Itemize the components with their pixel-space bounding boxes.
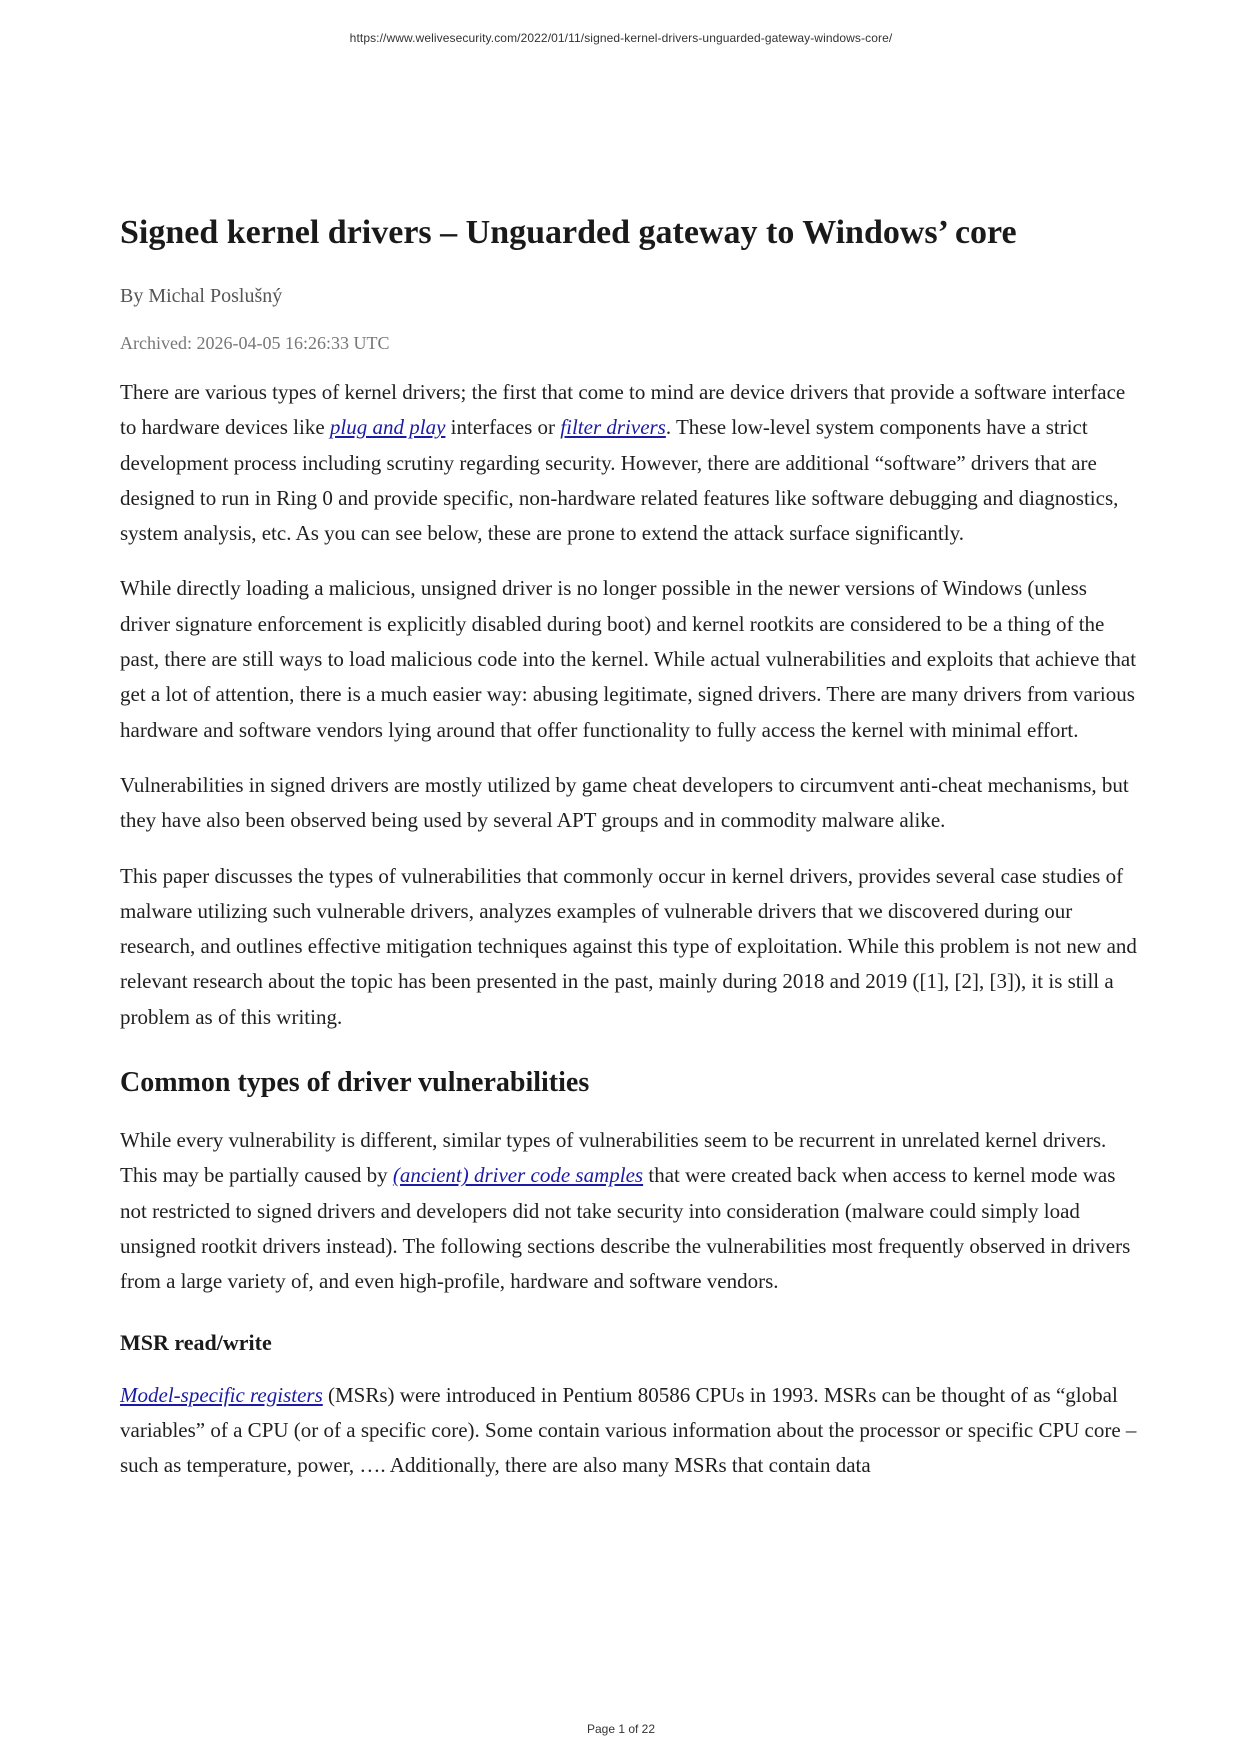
paragraph-game-cheats: Vulnerabilities in signed drivers are mostly utilized by game cheat developers to circumvent anti-cheat mechanisms, but they have also been observed being used by several APT groups and in commodity malware alike. xyxy=(120,772,1129,833)
article-byline: By Michal Poslušný xyxy=(120,285,283,307)
paragraph-signed-drivers: While directly loading a malicious, unsigned driver is no longer possible in the newer versions of Windows (unless driver signature enforcement is explicitly disabled during boot) and kernel rootkits are considered to be a thing of the past, there are still ways to load malicious code into the kernel. While actual vulnerabilities and exploits that achieve that get a lot of attention, there is a much easier way: abusing legitimate, signed drivers. There are many drivers from various hardware and software vendors lying around that offer functionality to fully access the kernel with minimal effort. xyxy=(120,576,1137,742)
section-heading-vulnerabilities: Common types of driver vulnerabilities xyxy=(120,1067,590,1099)
archived-timestamp: Archived: 2026-04-05 16:26:33 UTC xyxy=(120,333,390,353)
plug-and-play-link[interactable]: plug and play xyxy=(329,415,446,440)
paragraph-text: that were created back when access to kernel mode was not restricted to signed drivers and developers did not take security into consideration (malware could simply load unsigned rootkit drivers instead). The following sections describe the vulnerabilities most frequently observed in drivers from a large variety of, and even high-profile, hardware and software vendors. xyxy=(120,1163,1131,1294)
paragraph-text: While every vulnerability is different, similar types of vulnerabilities seem to be recurrent in unrelated kernel drivers. This may be partially caused by xyxy=(120,1128,1107,1188)
driver-code-samples-link[interactable]: (ancient) driver code samples xyxy=(392,1163,644,1188)
page-number: Page 1 of 22 xyxy=(586,1722,656,1736)
paragraph-vulnerability-types xyxy=(120,1123,1140,1299)
subsection-heading-msr: MSR read/write xyxy=(120,1329,272,1355)
filter-drivers-link[interactable]: filter drivers xyxy=(560,415,666,440)
paragraph-text: interfaces or xyxy=(445,415,561,440)
paragraph-text: (MSRs) were introduced in Pentium 80586 CPUs in 1993. MSRs can be thought of as “global variables” of a CPU (or of a specific core). Some contain various information about the processor or specific CPU core – such as temperature, power, …. Additionally, there are also many MSRs that contain data xyxy=(120,1382,1137,1478)
paragraph-intro xyxy=(120,375,1140,551)
paragraph-paper-overview: This paper discusses the types of vulnerabilities that commonly occur in kernel drivers, provides several case studies of malware utilizing such vulnerable drivers, analyzes examples of vulnerable drivers that we discovered during our research, and outlines effective mitigation techniques against this type of exploitation. While this problem is not new and relevant research about the topic has been presented in the past, mainly during 2018 and 2019 ([1], [2], [3]), it is still a problem as of this writing. xyxy=(120,863,1137,1029)
paragraph-msr xyxy=(120,1378,1140,1484)
article-content xyxy=(120,213,1140,1503)
page-url: https://www.welivesecurity.com/2022/01/11/signed-kernel-drivers-unguarded-gateway-windows-core/ xyxy=(349,31,893,45)
model-specific-registers-link[interactable]: Model-specific registers xyxy=(120,1382,323,1407)
article-title: Signed kernel drivers – Unguarded gateway to Windows’ core xyxy=(120,214,1017,251)
paragraph-text: . These low-level system components have a strict development process including scrutiny regarding security. However, there are additional “software” drivers that are designed to run in Ring 0 and provide specific, non-hardware related features like software debugging and diagnostics, system analysis, etc. As you can see below, these are prone to extend the attack surface significantly. xyxy=(120,415,1119,546)
paragraph-text: There are various types of kernel drivers; the first that come to mind are device drivers that provide a software interface to hardware devices like xyxy=(120,380,1126,440)
